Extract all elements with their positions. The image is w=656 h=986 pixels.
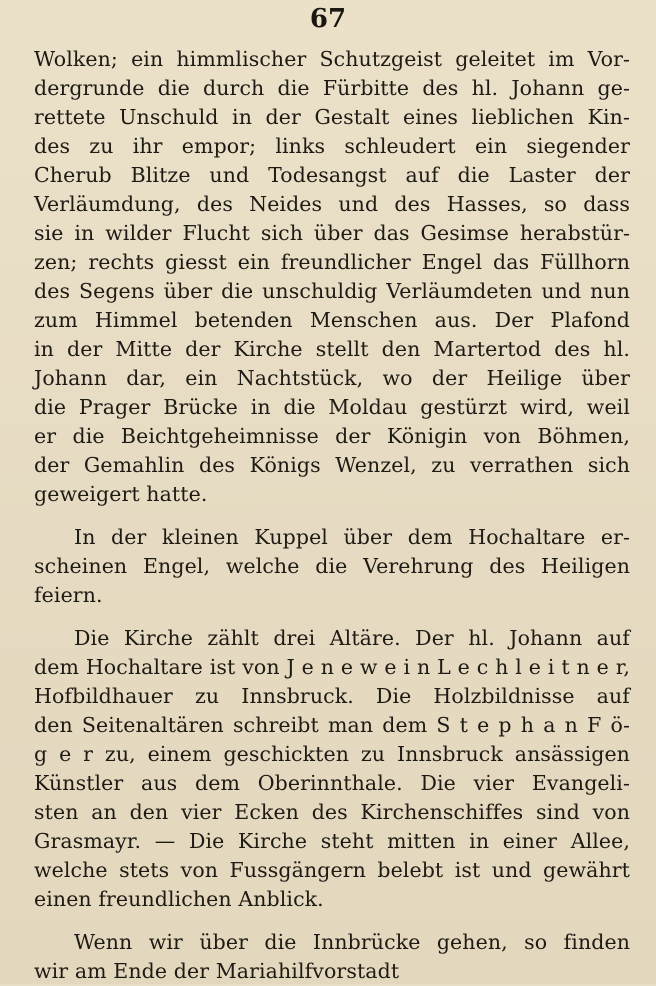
text-line: welche stets von Fussgängern belebt ist und gewährt	[34, 858, 630, 882]
text-line: Künstler aus dem Oberinnthale. Die vier Evangeli-	[34, 771, 630, 795]
text-line: dergrunde die durch die Fürbitte des hl. Johann ge-	[34, 76, 630, 100]
paragraph-3	[34, 624, 630, 914]
page-number: 67	[309, 4, 347, 34]
text-line: Hofbildhauer zu Innsbruck. Die Holzbildnisse auf	[34, 684, 630, 708]
text-line: g e r zu, einem geschickten zu Innsbruck ansässigen	[34, 742, 630, 766]
text-line: den Seitenaltären schreibt man dem S t e p h a n F ö-	[34, 713, 630, 737]
text-line: dem Hochaltare ist von J e n e w e i n L e c h l e i t n e r,	[34, 655, 630, 679]
text-line: Die Kirche zählt drei Altäre. Der hl. Johann auf	[74, 626, 630, 650]
text-line: scheinen Engel, welche die Verehrung des Heiligen	[34, 554, 630, 578]
text-line: in der Mitte der Kirche stellt den Martertod des hl.	[34, 337, 630, 361]
text-line: sie in wilder Flucht sich über das Gesimse herabstür-	[34, 221, 630, 245]
text-line: Grasmayr. — Die Kirche steht mitten in einer Allee,	[34, 829, 630, 853]
text-line: Cherub Blitze und Todesangst auf die Laster der	[34, 163, 630, 187]
text-line: des zu ihr empor; links schleudert ein siegender	[34, 134, 630, 158]
text-line: die Prager Brücke in die Moldau gestürzt wird, weil	[34, 395, 630, 419]
paragraph-1	[34, 45, 630, 509]
text-line: Johann dar, ein Nachtstück, wo der Heilige über	[34, 366, 630, 390]
text-line: Wolken; ein himmlischer Schutzgeist geleitet im Vor-	[34, 47, 630, 71]
paragraph-2	[34, 523, 630, 610]
text-line: Wenn wir über die Innbrücke gehen, so finden	[74, 930, 630, 954]
text-line: zum Himmel betenden Menschen aus. Der Plafond	[34, 308, 630, 332]
body-text	[34, 45, 630, 986]
text-line: sten an den vier Ecken des Kirchenschiffes sind von	[34, 800, 630, 824]
text-line: geweigert hatte.	[34, 482, 208, 506]
text-line: Verläumdung, des Neides und des Hasses, so dass	[34, 192, 630, 216]
text-line: er die Beichtgeheimnisse der Königin von Böhmen,	[34, 424, 630, 448]
paragraph-4	[34, 928, 630, 986]
text-line: zen; rechts giesst ein freundlicher Engel das Füllhorn	[34, 250, 630, 274]
text-line: rettete Unschuld in der Gestalt eines lieblichen Kin-	[34, 105, 630, 129]
text-line: einen freundlichen Anblick.	[34, 887, 324, 911]
text-line: der Gemahlin des Königs Wenzel, zu verrathen sich	[34, 453, 630, 477]
text-line: feiern.	[34, 583, 103, 607]
text-line: wir am Ende der Mariahilfvorstadt	[34, 959, 400, 983]
text-line: des Segens über die unschuldig Verläumdeten und nun	[34, 279, 630, 303]
text-line: In der kleinen Kuppel über dem Hochaltare er-	[74, 525, 630, 549]
